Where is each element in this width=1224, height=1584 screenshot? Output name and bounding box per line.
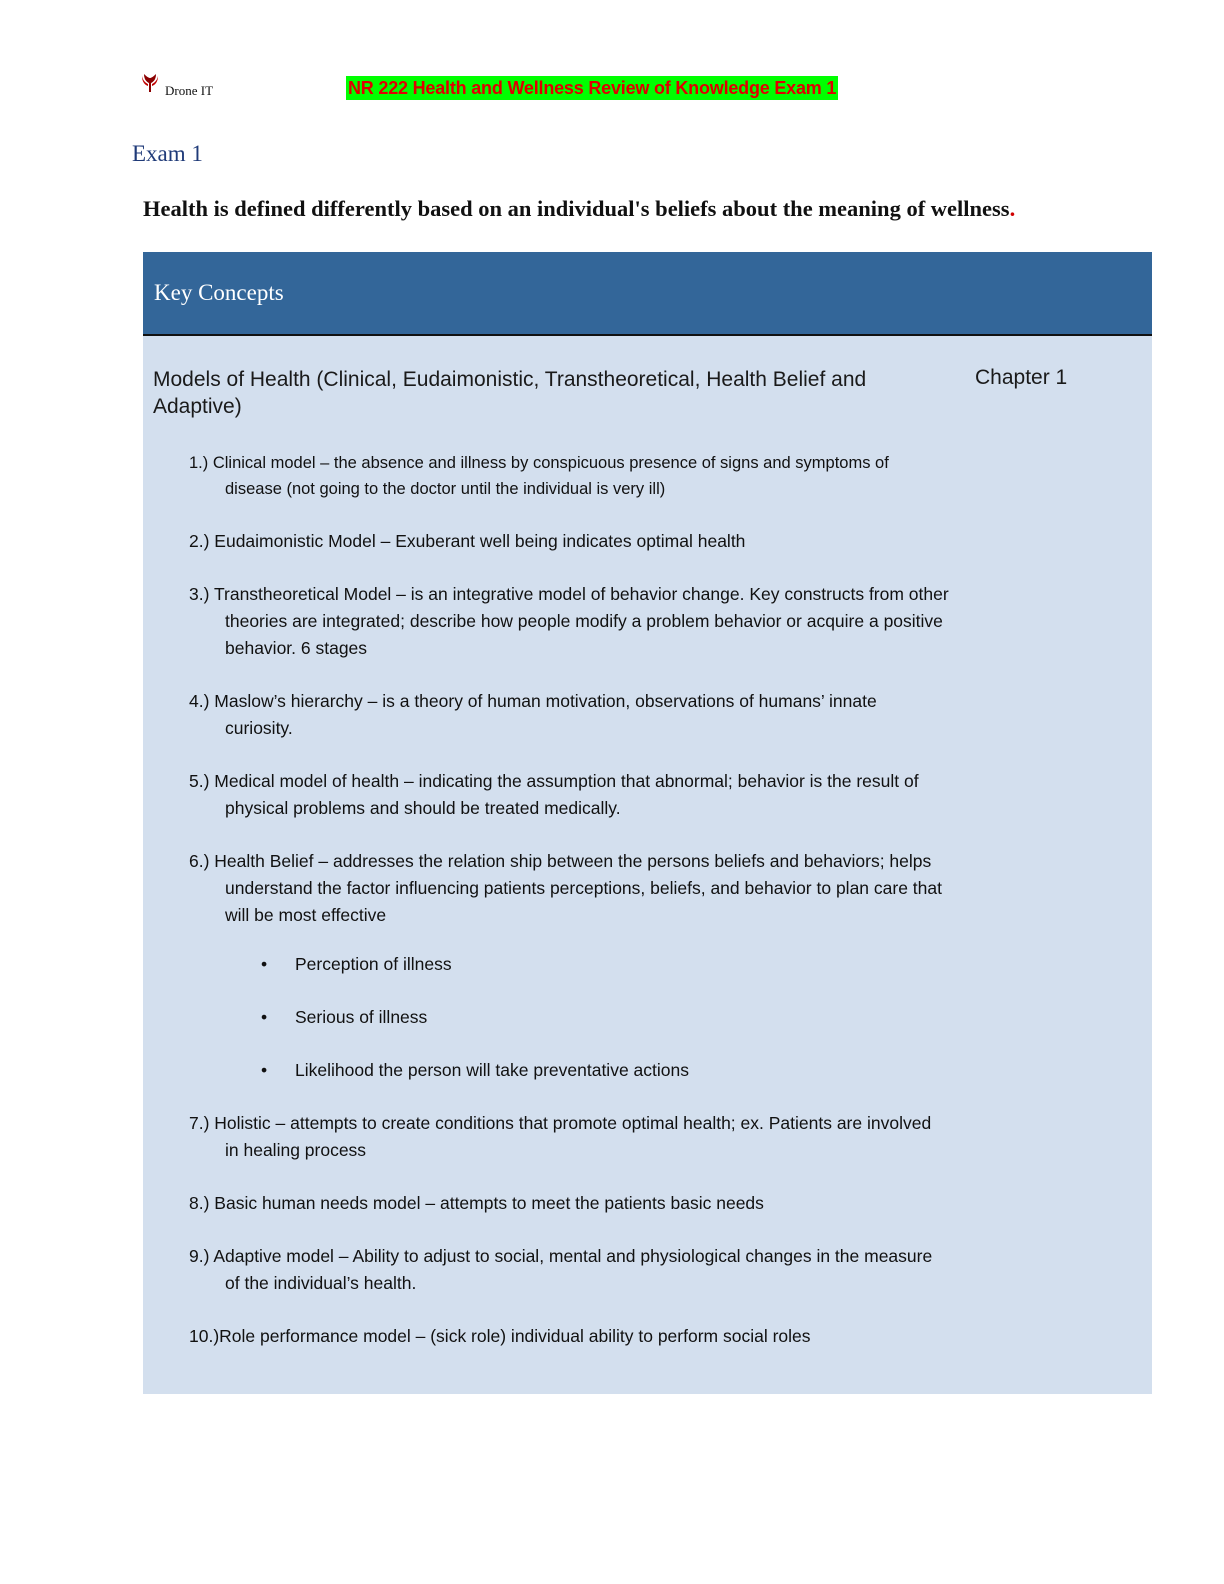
brand-name: Drone IT (165, 83, 214, 98)
list-item: 8.) Basic human needs model – attempts to meet the patients basic needs (189, 1193, 764, 1213)
topic-title: Models of Health (Clinical, Eudaimonistic, Transtheoretical, Health Belief and Adaptive) (153, 368, 867, 418)
bullet-item: • Likelihood the person will take preventative actions (189, 1057, 949, 1084)
intro-text: Health is defined differently based on an individual's beliefs about the meaning of wellness (143, 196, 1010, 221)
list-item: 3.) Transtheoretical Model – is an integrative model of behavior change. Key constructs from other theories are integrated; describe how people modify a problem behavior or acquire a positive behavior. 6 stages (189, 584, 949, 658)
list-item: 2.) Eudaimonistic Model – Exuberant well being indicates optimal health (189, 531, 746, 551)
list-item: 4.) Maslow’s hierarchy – is a theory of human motivation, observations of humans’ innate curiosity. (189, 691, 877, 738)
drone-it-logo-icon (140, 72, 160, 94)
list-item: 5.) Medical model of health – indicating the assumption that abnormal; behavior is the result of physical problems and should be treated medically. (189, 771, 919, 818)
panel-body (143, 336, 1152, 1394)
panel-header (143, 252, 1152, 336)
bullet-item: • Serious of illness (189, 1004, 949, 1031)
bullet-item: • Perception of illness (189, 951, 949, 978)
list-item: 1.) Clinical model – the absence and illness by conspicuous presence of signs and symptoms of disease (not going to the doctor until the individual is very ill) (189, 454, 889, 498)
health-belief-bullets (189, 951, 949, 1084)
intro-statement (143, 196, 1015, 222)
key-concepts-panel (143, 252, 1152, 1394)
document-title: NR 222 Health and Wellness Review of Knowledge Exam 1 (348, 78, 837, 98)
intro-period: . (1009, 196, 1016, 221)
list-item: 7.) Holistic – attempts to create conditions that promote optimal health; ex. Patients are involved in healing process (189, 1113, 932, 1160)
panel-header-label: Key Concepts (154, 280, 284, 305)
exam-heading: Exam 1 (132, 141, 203, 166)
chapter-reference: Chapter 1 (975, 366, 1068, 389)
list-item: 6.) Health Belief – addresses the relation ship between the persons beliefs and behaviors; helps understand the factor influencing patients perceptions, beliefs, and behavior to plan care that will be most effective (189, 851, 942, 925)
models-list (189, 450, 949, 1376)
list-item: 9.) Adaptive model – Ability to adjust to social, mental and physiological changes in the measure of the individual’s health. (189, 1246, 933, 1293)
list-item: 10.)Role performance model – (sick role) individual ability to perform social roles (189, 1326, 811, 1346)
